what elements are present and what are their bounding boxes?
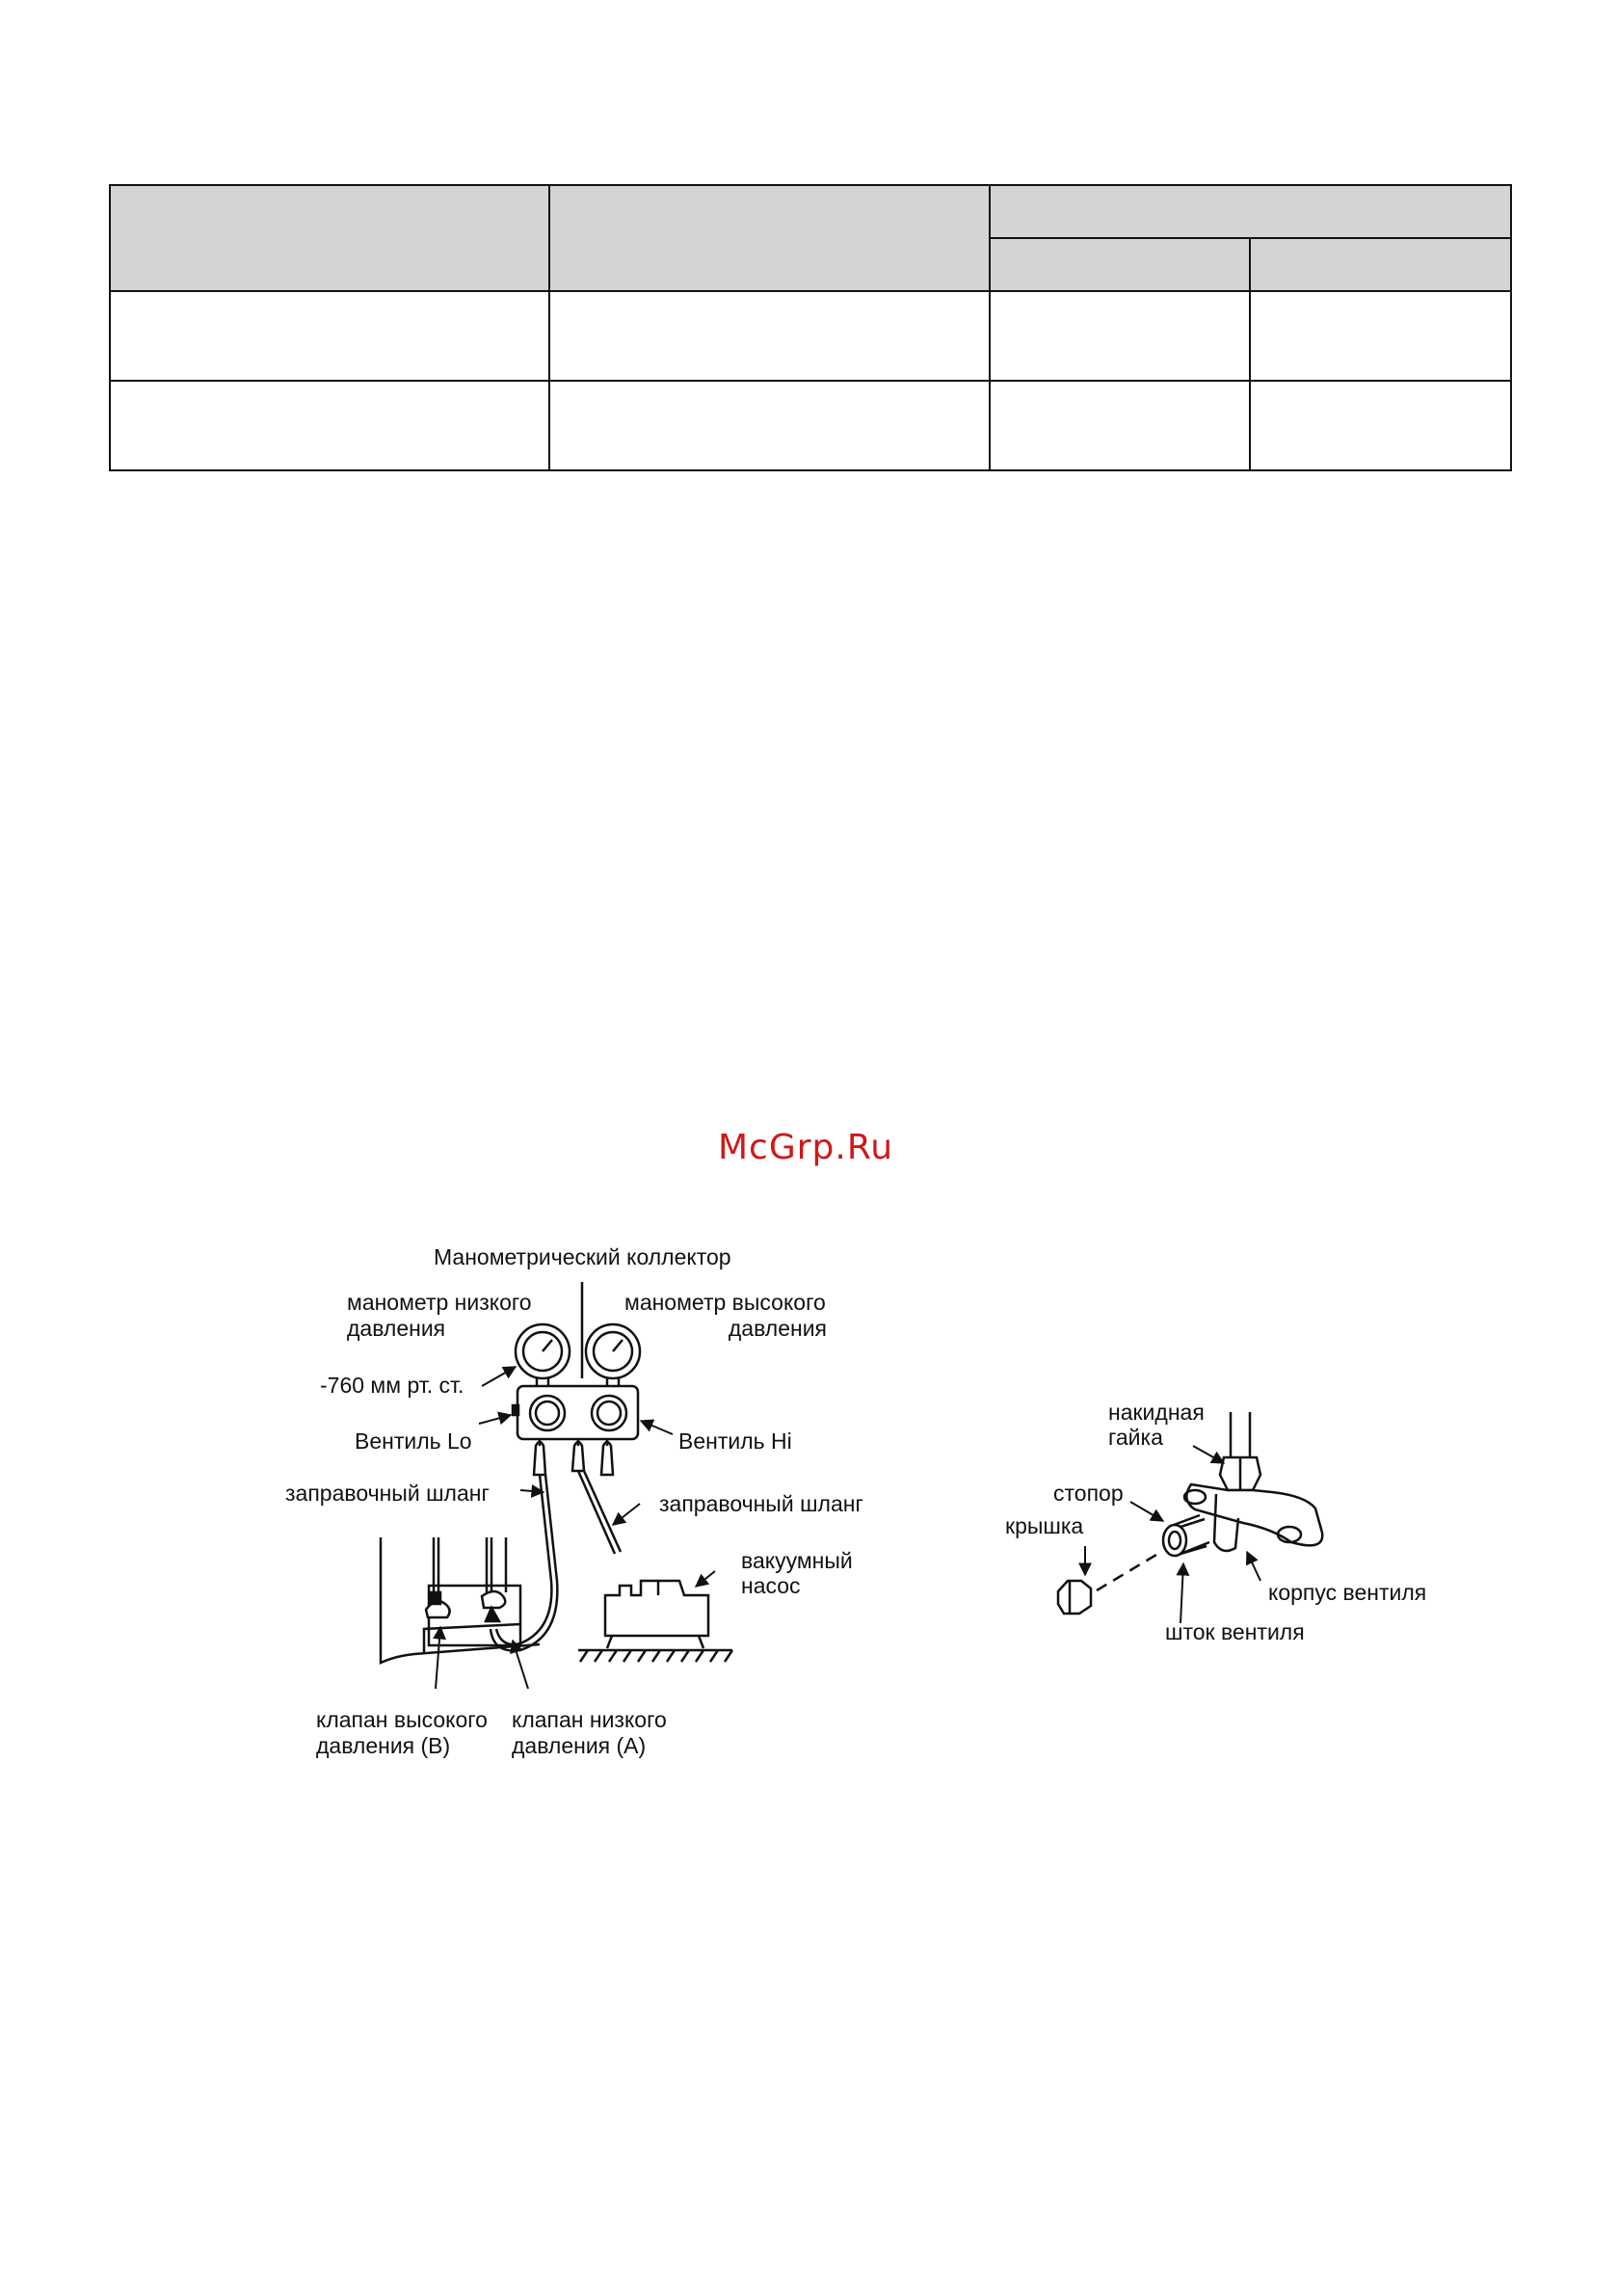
valve-body-label: корпус вентиля: [1268, 1580, 1427, 1605]
vacuum-pump-label-2: насос: [741, 1573, 801, 1598]
charge-hose-right-label: заправочный шланг: [659, 1491, 863, 1516]
high-gauge-label-2: давления: [728, 1316, 827, 1341]
valve-body-icon: [1163, 1484, 1322, 1556]
lp-valve-label: клапан низкого: [512, 1707, 667, 1732]
low-pressure-gauge-icon: [516, 1324, 570, 1378]
stopper-label: стопор: [1053, 1481, 1124, 1506]
vacuum-pump-label: вакуумный: [741, 1548, 853, 1573]
charge-hose-left-label: заправочный шланг: [285, 1481, 490, 1506]
valve-stem-label: шток вентиля: [1165, 1619, 1305, 1644]
flare-nut-label: накидная: [1108, 1400, 1205, 1425]
cap-label: крышка: [1005, 1513, 1084, 1538]
flare-nut-label-2: гайка: [1108, 1425, 1163, 1450]
flare-nut-icon: [1220, 1457, 1260, 1490]
low-pressure-service-valve-icon: [482, 1591, 505, 1621]
vacuum-pump-icon: [578, 1581, 732, 1662]
valve-lo-label: Вентиль Lo: [355, 1428, 472, 1454]
watermark: McGrp.Ru: [718, 1128, 894, 1167]
high-pressure-gauge-icon: [586, 1324, 640, 1378]
manifold-title: Манометрический коллектор: [434, 1244, 731, 1269]
valve-hi-label: Вентиль Hi: [678, 1428, 792, 1454]
lp-valve-label-2: давления (A): [512, 1733, 647, 1758]
hp-valve-label-2: давления (B): [316, 1733, 451, 1758]
low-gauge-label-2: давления: [347, 1316, 446, 1341]
cap-icon: [1058, 1581, 1091, 1614]
low-gauge-label: манометр низкого: [347, 1290, 532, 1315]
vacuum-reading-label: -760 мм рт. ст.: [320, 1373, 464, 1398]
high-gauge-label: манометр высокого: [624, 1290, 826, 1315]
hp-valve-label: клапан высокого: [316, 1707, 488, 1732]
